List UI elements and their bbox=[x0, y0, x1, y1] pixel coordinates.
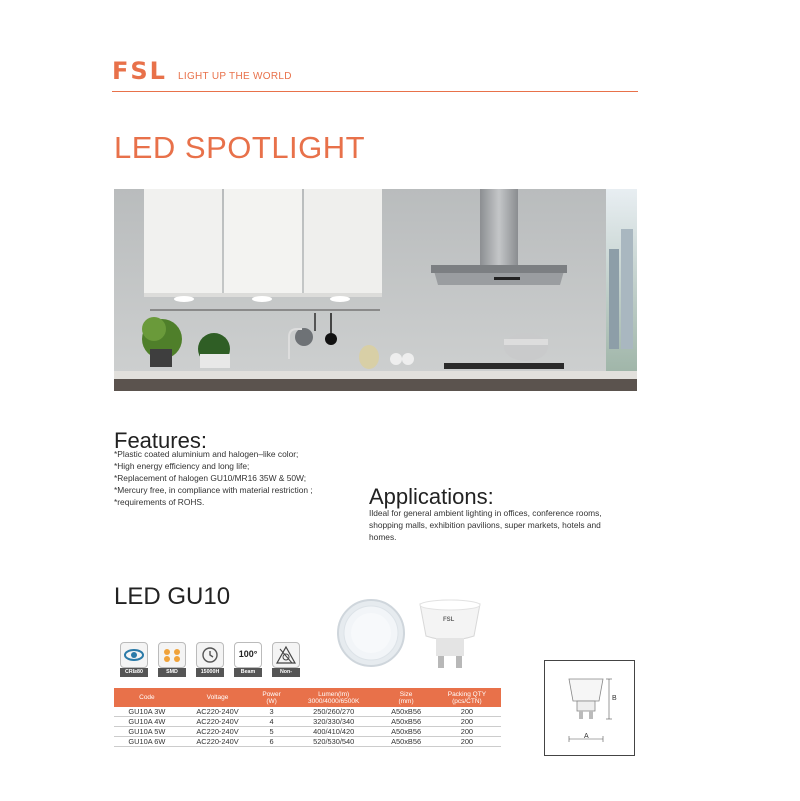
table-row bbox=[114, 727, 501, 737]
beam-angle-badge bbox=[234, 642, 262, 684]
spec-table-header bbox=[114, 688, 501, 707]
kitchen-hero-image bbox=[114, 189, 637, 391]
beam-angle-icon bbox=[234, 642, 262, 668]
cell-power: 4 bbox=[255, 717, 288, 727]
eye-icon bbox=[120, 642, 148, 668]
header-divider bbox=[112, 91, 638, 92]
cell-code: GU10A 6W bbox=[114, 737, 180, 747]
table-row bbox=[114, 737, 501, 747]
dimension-diagram bbox=[544, 660, 635, 756]
beam-angle-value: 100° bbox=[238, 649, 258, 659]
cell-code: GU10A 5W bbox=[114, 727, 180, 737]
smd-label: SMD bbox=[158, 668, 186, 677]
cell-power: 3 bbox=[255, 707, 288, 717]
non-dimmable-label: Non-Dimmable bbox=[273, 669, 299, 684]
feature-item: *Plastic coated aluminium and halogen–like color; bbox=[114, 449, 299, 459]
lifetime-badge bbox=[196, 642, 224, 678]
cri-label: CRI≥80 bbox=[120, 668, 148, 677]
table-row bbox=[114, 707, 501, 717]
cri-badge bbox=[120, 642, 148, 678]
cell-size: A50xB56 bbox=[379, 727, 432, 737]
header-size: Size (mm) bbox=[379, 688, 432, 707]
applications-heading: Applications: bbox=[369, 484, 494, 509]
non-dimmable-badge bbox=[272, 642, 300, 684]
applications-text: Ildeal for general ambient lighting in offices, conference rooms, shopping malls, exhibition pavilions, super markets, hotels and homes. bbox=[369, 508, 602, 542]
cell-lumen: 400/410/420 bbox=[288, 727, 379, 737]
bulb-brand-label: FSL bbox=[443, 617, 455, 623]
dimension-label-a: A bbox=[584, 733, 589, 740]
cell-packing: 200 bbox=[433, 737, 501, 747]
lifetime-label: 15000H bbox=[196, 668, 224, 677]
header-code: Code bbox=[114, 688, 180, 707]
cell-voltage: AC220-240V bbox=[180, 717, 255, 727]
dimension-label-b: B bbox=[612, 695, 617, 702]
cell-packing: 200 bbox=[433, 717, 501, 727]
cell-power: 6 bbox=[255, 737, 288, 747]
cell-size: A50xB56 bbox=[379, 707, 432, 717]
features-heading: Features: bbox=[114, 428, 207, 453]
brand-tagline: LIGHT UP THE WORLD bbox=[178, 71, 292, 82]
table-row bbox=[114, 717, 501, 727]
cell-voltage: AC220-240V bbox=[180, 707, 255, 717]
cell-size: A50xB56 bbox=[379, 737, 432, 747]
header-voltage: Voltage bbox=[180, 688, 255, 707]
cell-lumen: 320/330/340 bbox=[288, 717, 379, 727]
feature-item: *requirements of ROHS. bbox=[114, 497, 205, 507]
spec-table bbox=[114, 688, 501, 747]
feature-item: *High energy efficiency and long life; bbox=[114, 461, 250, 471]
page-title: LED SPOTLIGHT bbox=[114, 130, 366, 165]
cell-lumen: 250/260/270 bbox=[288, 707, 379, 717]
bulb-front-image bbox=[335, 597, 407, 669]
cell-packing: 200 bbox=[433, 707, 501, 717]
cell-lumen: 520/530/540 bbox=[288, 737, 379, 747]
header-packing: Packing QTY (pcs/CTN) bbox=[433, 688, 501, 707]
cell-packing: 200 bbox=[433, 727, 501, 737]
smd-badge bbox=[158, 642, 186, 678]
cell-code: GU10A 3W bbox=[114, 707, 180, 717]
feature-item: *Replacement of halogen GU10/MR16 35W & 50W; bbox=[114, 473, 307, 483]
cell-power: 5 bbox=[255, 727, 288, 737]
clock-icon bbox=[196, 642, 224, 668]
header-power: Power (W) bbox=[255, 688, 288, 707]
bulb-side-image bbox=[416, 598, 484, 672]
cell-size: A50xB56 bbox=[379, 717, 432, 727]
non-dimmable-icon bbox=[272, 642, 300, 668]
smd-chip-icon bbox=[158, 642, 186, 668]
beam-angle-label: Beam Angle bbox=[234, 668, 262, 677]
feature-item: *Mercury free, in compliance with material restriction ; bbox=[114, 485, 313, 495]
cell-code: GU10A 4W bbox=[114, 717, 180, 727]
brand-logo: FSL bbox=[112, 57, 167, 85]
header-lumen: Lumen(lm) 3000/4000/6500K bbox=[288, 688, 379, 707]
cell-voltage: AC220-240V bbox=[180, 727, 255, 737]
product-title: LED GU10 bbox=[114, 583, 231, 610]
cell-voltage: AC220-240V bbox=[180, 737, 255, 747]
